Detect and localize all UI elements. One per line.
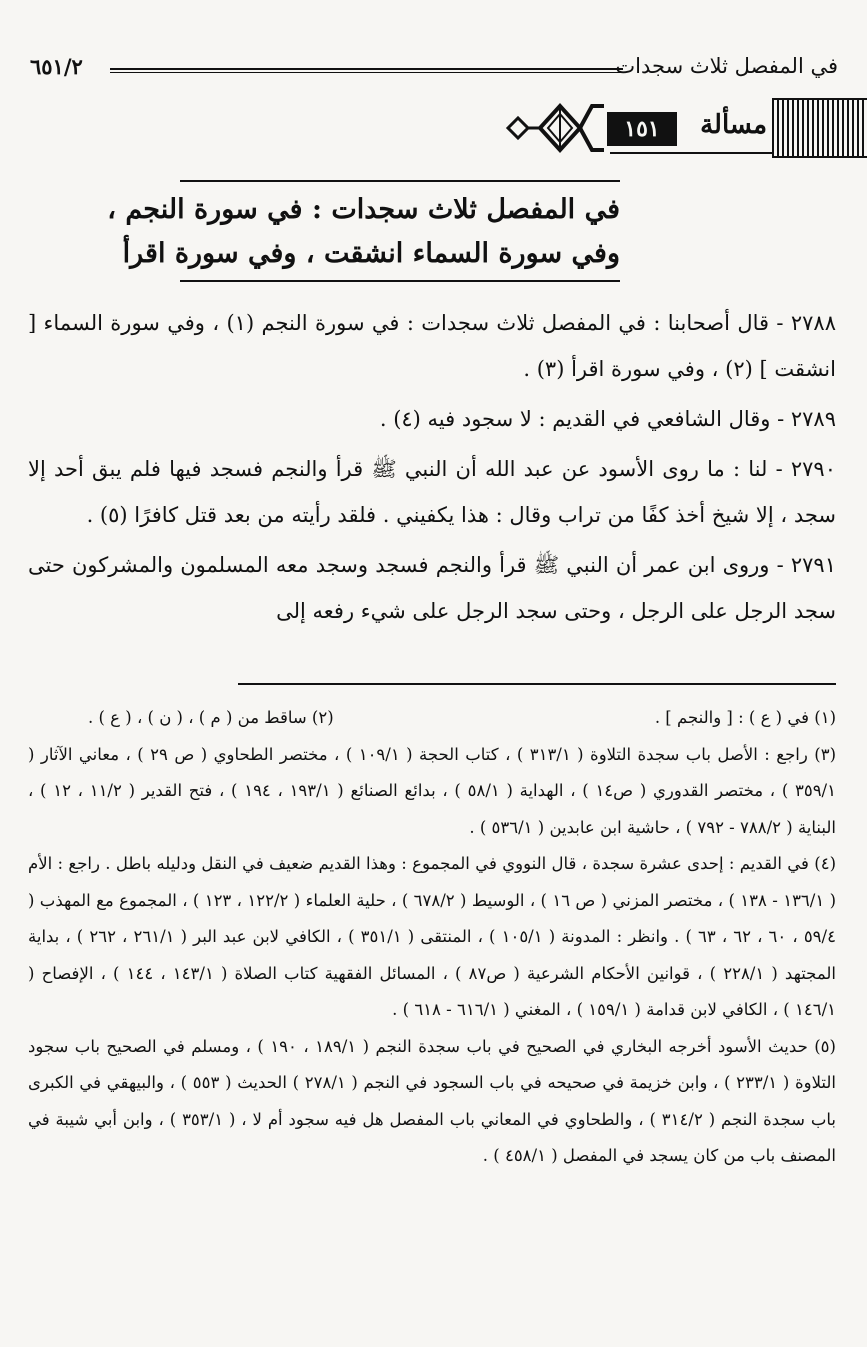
section-title-line-2: وفي سورة السماء انشقت ، وفي سورة اقرأ (122, 238, 620, 269)
title-bottom-rule (180, 280, 620, 282)
issue-banner (500, 98, 867, 160)
footnote-4: (٤) في القديم : إحدى عشرة سجدة ، قال النووي في المجموع : وهذا القديم ضعيف في النقل ودليله باطل . راجع : الأم ( ١٣٦/١ - ١٣٨ ) ، مختصر المزني ( ص ١٦ ) ، الوسيط ( ٦٧٨/٢ ) ، حلية العلماء ( ١٢٢/٢ ، ١٢٣ ) ، المجموع مع المهذب ( ٥٩/٤ ، ٦٠ ، ٦٢ ، ٦٣ ) . وانظر : المدونة ( ١٠٥/١ ) ، المنتقى ( ٣٥١/١ ) ، الكافي لابن عبد البر ( ٢٦١/١ ، ٢٦٢ ) ، بداية المجتهد ( ٢٢٨/١ ) ، قوانين الأحكام الشرعية ( ص٨٧ ) ، المسائل الفقهية كتاب الصلاة ( ١٤٣/١ ، ١٤٤ ) ، الإفصاح ( ١٤٦/١ ) ، الكافي لابن قدامة ( ١٥٩/١ ) ، المغني ( ٦١٦/١ - ٦١٨ ) . (28, 854, 837, 1019)
header-rule (110, 68, 623, 73)
page-reference: ٦٥١/٢ (30, 54, 83, 79)
footnote-1: (١) في ( ع ) : [ والنجم ] . (654, 708, 836, 727)
main-text (28, 300, 836, 634)
footnotes (28, 700, 836, 1175)
issue-number: ١٥١ (607, 112, 677, 146)
banner-rule (610, 152, 772, 154)
running-title: في المفصل ثلاث سجدات (615, 54, 838, 78)
paragraph-2788: ٢٧٨٨ - قال أصحابنا : في المفصل ثلاث سجدات : في سورة النجم (١) ، وفي سورة السماء [ انشقت ] (٢) ، وفي سورة اقرأ (٣) . (28, 311, 836, 381)
section-title (100, 188, 620, 276)
footnote-2: (٢) ساقط من ( م ) ، ( ن ) ، ( ع ) . (88, 708, 334, 727)
footnote-5: (٥) حديث الأسود أخرجه البخاري في الصحيح في باب سجدة النجم ( ١٨٩/١ ، ١٩٠ ) ، ومسلم في الصحيح باب سجود التلاوة ( ٢٣٣/١ ) ، وابن خزيمة في صحيحه في باب السجود في النجم ( ٢٧٨/١ ) الحديث ( ٥٥٣ ) ، والبيهقي في الكبرى باب سجدة النجم ( ٣١٤/٢ ) ، والطحاوي في المعاني باب المفصل هل فيه سجود أم لا ، ( ٣٥٣/١ ) ، وابن أبي شيبة في المصنف باب من كان يسجد في المفصل ( ٤٥٨/١ ) . (28, 1036, 837, 1165)
issue-label: مسألة (700, 110, 767, 140)
running-header (30, 50, 838, 84)
footnote-3: (٣) راجع : الأصل باب سجدة التلاوة ( ٣١٣/١ ) ، كتاب الحجة ( ١٠٩/١ ) ، مختصر الطحاوي ( ص ٢٩ ) ، معاني الآثار ( ٣٥٩/١ ) ، مختصر القدوري ( ص١٤ ) ، الهداية ( ٥٨/١ ) ، بدائع الصنائع ( ١٩٣/١ ، ١٩٤ ) ، فتح القدير ( ١١/٢ ، ١٢ ) ، البناية ( ٧٨٨/٢ - ٧٩٢ ) ، حاشية ابن عابدين ( ٥٣٦/١ ) . (28, 744, 837, 837)
title-top-rule (180, 180, 620, 182)
footnote-row-1-2 (28, 700, 836, 737)
footnote-separator (238, 683, 836, 685)
paragraph-2790: ٢٧٩٠ - لنا : ما روى الأسود عن عبد الله أن النبي ﷺ قرأ والنجم فسجد فيها فلم يبق أحد إلا سجد ، إلا شيخ أخذ كفًا من تراب وقال : هذا يكفيني . فلقد رأيته من بعد قتل كافرًا (٥) . (28, 457, 836, 527)
paragraph-2791: ٢٧٩١ - وروى ابن عمر أن النبي ﷺ قرأ والنجم فسجد وسجد معه المسلمون والمشركون حتى سجد الرجل على الرجل ، وحتى سجد الرجل على شيء رفعه إلى (28, 553, 836, 623)
geometric-ornament-icon (500, 98, 610, 158)
striped-bar-ornament (772, 98, 867, 158)
section-title-line-1: في المفصل ثلاث سجدات : في سورة النجم ، (107, 194, 620, 225)
paragraph-2789: ٢٧٨٩ - وقال الشافعي في القديم : لا سجود فيه (٤) . (379, 407, 836, 431)
